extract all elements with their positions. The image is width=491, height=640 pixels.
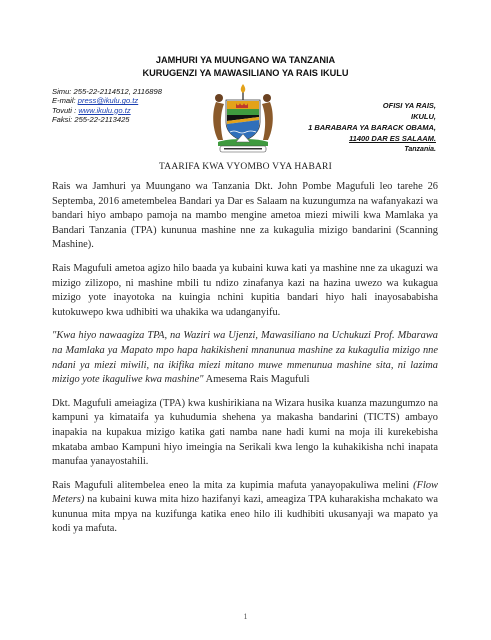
paragraph-5-part-2: na kubaini kuwa mita hizo hazifanyi kazi, ameagiza TPA kuharakisha mchakato wa kununua mita mpya na kuzifunga katika eneo hilo ili kudhibiti ukusanyaji wa mapato ya kodi ya mafuta. bbox=[52, 494, 438, 535]
quote-attribution: Amesema Rais Magufuli bbox=[203, 374, 310, 386]
address-line-5: Tanzania. bbox=[404, 146, 436, 153]
paragraph-5 bbox=[52, 479, 438, 537]
website-link[interactable]: www.ikulu.go.tz bbox=[78, 105, 131, 115]
address-line-1: OFISI YA RAIS, bbox=[382, 101, 436, 110]
address-line-4: 11400 DAR ES SALAAM. bbox=[349, 134, 436, 143]
tanzania-coat-of-arms-icon bbox=[206, 84, 280, 154]
fax-line: Faksi: 255-22-2113425 bbox=[52, 114, 130, 124]
header-line-2: KURUGENZI YA MAWASILIANO YA RAIS IKULU bbox=[142, 68, 349, 78]
phone-line: Simu: 255-22-2114512, 2116898 bbox=[52, 87, 162, 96]
header-line-1: JAMHURI YA MUUNGANO WA TANZANIA bbox=[155, 55, 336, 65]
paragraph-1: Rais wa Jamhuri ya Muungano wa Tanzania Dkt. John Pombe Magufuli leo tarehe 26 Septemba, 2016 ametembelea Bandari ya Dar es Salaam na kuzungumza na wafanyakazi wa bandari hiyo ambapo pamoja na mambo mengine ametoa miezi miwili kwa Mamlaka ya Bandari Tanzania (TPA) kununua mashine nne za kukagulia mizigo bandarini (Scanning Mashine). bbox=[52, 181, 438, 251]
email-line bbox=[52, 96, 162, 105]
flow-meters-term: (Flow Meters) bbox=[52, 479, 438, 506]
paragraph-2: Rais Magufuli ametoa agizo hilo baada ya kubaini kuwa kati ya mashine nne za ukaguzi wa mizigo zilizopo, ni mashine mbili tu ndizo zinafanya kazi na hazina uwezo wa kukagua mizigo yote inayotoka na kuingia nchini kupitia bandari hiyo hali inayosababisha kutokuwepo kwa udhibiti wa uhakika wa udanganyifu. bbox=[52, 262, 438, 318]
website-line bbox=[52, 106, 162, 115]
press-release-title: TAARIFA KWA VYOMBO VYA HABARI bbox=[159, 162, 332, 172]
address-block bbox=[308, 100, 436, 155]
paragraph-4: Dkt. Magufuli ameiagiza (TPA) kwa kushirikiana na Wizara husika kuanza mazungumzo na kampuni ya kimataifa ya kuhudumia shehena ya makasha bandarini (TICTS) ambayo inapakia na kupakua mizigo katika gati namba nane hadi kumi na moja ili kurekebisha mkataba ambao Kampuni hiyo imeingia na Serikali kwa lengo la kuhakikisha nchi inapata manufaa yanayostahili. bbox=[52, 397, 438, 468]
website-label: Tovuti : bbox=[52, 105, 79, 115]
email-link[interactable]: press@ikulu.go.tz bbox=[77, 96, 139, 106]
press-release-body bbox=[52, 180, 438, 546]
paragraph-3 bbox=[52, 329, 438, 387]
page-number: 1 bbox=[243, 612, 248, 621]
quote-text: "Kwa hiyo nawaagiza TPA, na Waziri wa Ujenzi, Mawasiliano na Uchukuzi Prof. Mbarawa na Mamlaka ya Mapato mpo hapa hakikisheni mnanunua mashine za kukagulia mizigo nne ndani ya miezi miwili, na ikifika miezi mitano muwe mmenunua mashine sita, ni lazima mizigo yote ikaguliwe kwa mashine" bbox=[52, 330, 438, 386]
address-line-2: IKULU, bbox=[411, 112, 436, 121]
contact-block bbox=[52, 87, 162, 124]
address-line-3: 1 BARABARA YA BARACK OBAMA, bbox=[308, 123, 436, 132]
email-label: E-mail: bbox=[52, 96, 78, 106]
paragraph-5-part-1: Rais Magufuli alitembelea eneo la mita za kupimia mafuta yanayopakuliwa melini bbox=[52, 479, 414, 491]
